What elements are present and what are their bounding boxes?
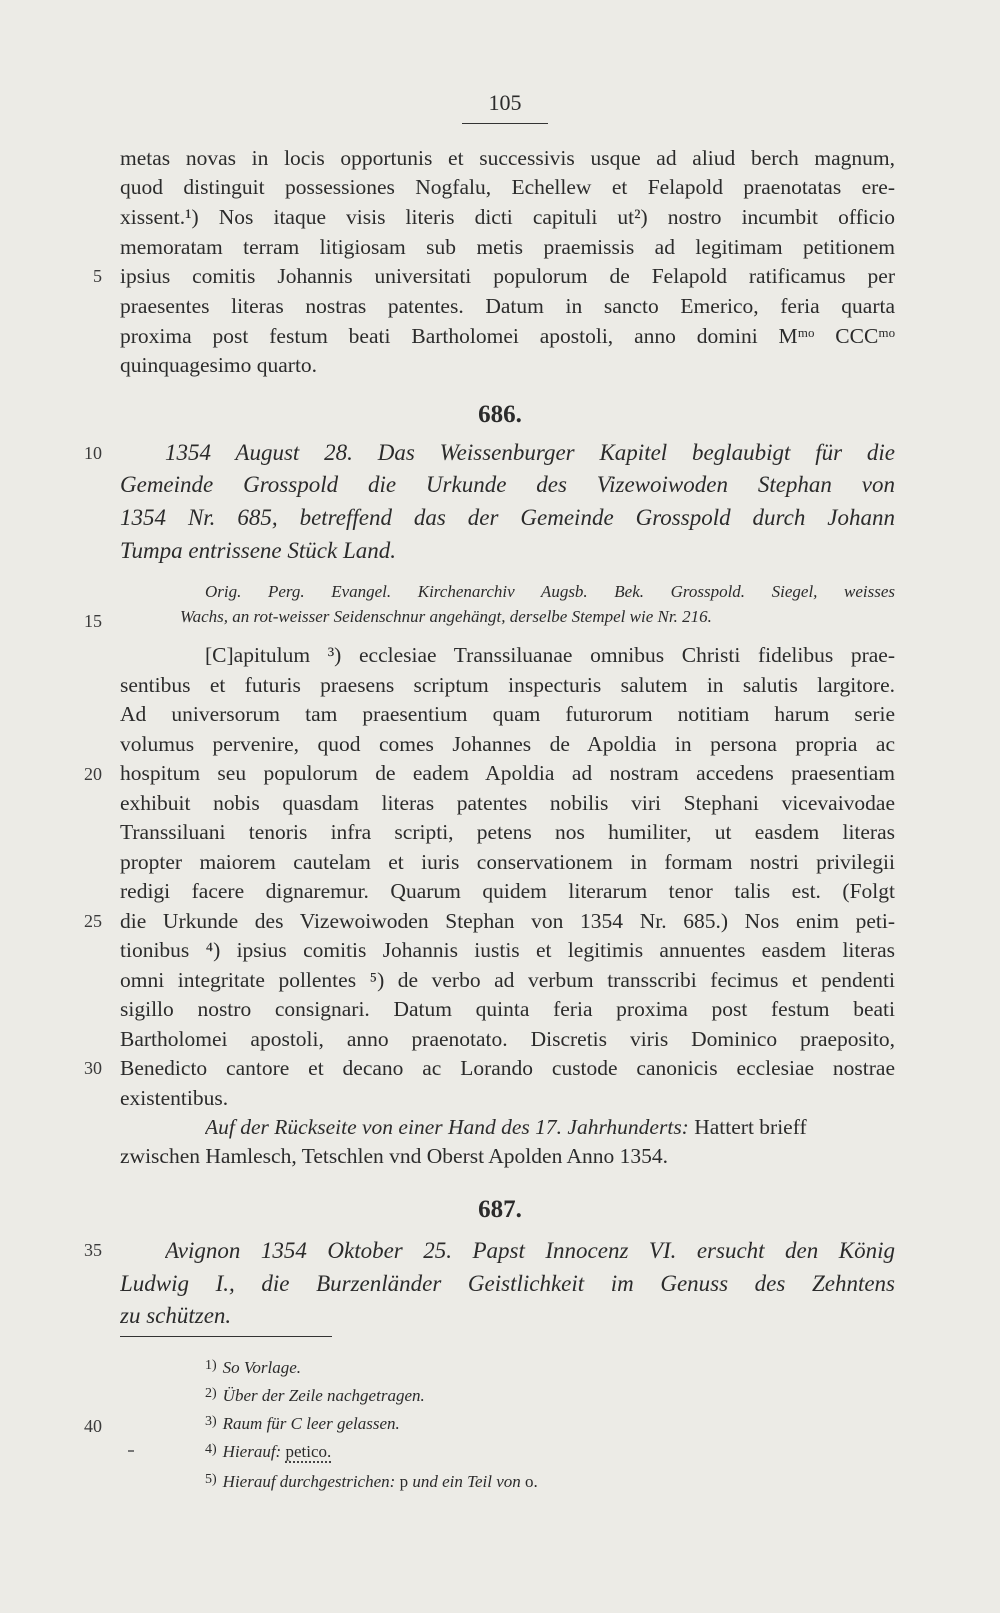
body-line: Bartholomei apostoli, anno praenotato. Discretis viris Dominico praeposito, bbox=[120, 1027, 895, 1051]
footnote-text: und ein Teil von bbox=[412, 1472, 521, 1491]
footnote-mark: 5) bbox=[205, 1472, 217, 1487]
document-heading-line: Avignon 1354 Oktober 25. Papst Innocenz VI. ersucht den König bbox=[165, 1238, 895, 1263]
body-line: omni integritate pollentes ⁵) de verbo ad verbum transscribi fecimus et pendenti bbox=[120, 968, 895, 992]
document-heading-line: Gemeinde Grosspold die Urkunde des Vizewoiwoden Stephan von bbox=[120, 472, 895, 497]
line-number: 35 bbox=[84, 1240, 102, 1260]
body-line: hospitum seu populorum de eadem Apoldia ad nostram accedens praesentiam bbox=[120, 761, 895, 785]
text-line: praesentes literas nostras patentes. Datum in sancto Emerico, feria quarta bbox=[120, 294, 895, 318]
document-number-686: 686. bbox=[478, 401, 522, 428]
source-note-line: Wachs, an rot-weisser Seidenschnur angehängt, derselbe Stempel wie Nr. 216. bbox=[180, 607, 712, 626]
text-line: quod distinguit possessiones Nogfalu, Echellew et Felapold praenotatas ere- bbox=[120, 175, 895, 199]
footnote-rule bbox=[120, 1336, 332, 1337]
page-number-rule bbox=[462, 123, 548, 124]
footnote-reading: o. bbox=[525, 1472, 538, 1491]
body-line: Ad universorum tam praesentium quam futurorum notitiam harum serie bbox=[120, 702, 895, 726]
dorsal-note bbox=[205, 1115, 895, 1140]
footnote-mark: 1) bbox=[205, 1358, 217, 1373]
footnote bbox=[205, 1472, 538, 1492]
footnote bbox=[205, 1358, 301, 1378]
footnote-mark: 2) bbox=[205, 1386, 217, 1401]
margin-mark bbox=[128, 1450, 134, 1452]
footnote bbox=[205, 1414, 400, 1434]
footnote-text: Hierauf durchgestrichen: bbox=[222, 1472, 396, 1491]
line-number: 20 bbox=[84, 764, 102, 784]
body-line: die Urkunde des Vizewoiwoden Stephan von 1354 Nr. 685.) Nos enim peti- bbox=[120, 909, 895, 933]
text-line: proxima post festum beati Bartholomei apostoli, anno domini Mᵐᵒ CCCᵐᵒ bbox=[120, 324, 895, 348]
body-line: sentibus et futuris praesens scriptum inspecturis salutem in salutis largitore. bbox=[120, 673, 895, 697]
source-note-line: Orig. Perg. Evangel. Kirchenarchiv Augsb. Bek. Grosspold. Siegel, weisses bbox=[205, 582, 895, 601]
footnote-mark: 4) bbox=[205, 1442, 217, 1457]
body-line: propter maiorem cautelam et iuris conservationem in formam nostri privilegii bbox=[120, 850, 895, 874]
line-number: 15 bbox=[84, 611, 102, 631]
body-line: volumus pervenire, quod comes Johannes de Apoldia in persona propria ac bbox=[120, 732, 895, 756]
line-number: 25 bbox=[84, 911, 102, 931]
footnote bbox=[205, 1386, 425, 1406]
footnote-text: So Vorlage. bbox=[222, 1358, 302, 1377]
body-line: Transsiluani tenoris infra scripti, petens nos humiliter, ut easdem literas bbox=[120, 820, 895, 844]
document-heading-line: Ludwig I., die Burzenländer Geistlichkeit im Genuss des Zehntens bbox=[120, 1271, 895, 1296]
page-number: 105 bbox=[488, 90, 522, 115]
document-heading-line: zu schützen. bbox=[120, 1303, 232, 1328]
text-line: memoratam terram litigiosam sub metis praemissis ad legitimam petitionem bbox=[120, 235, 895, 259]
body-line: sigillo nostro consignari. Datum quinta feria proxima post festum beati bbox=[120, 997, 895, 1021]
line-number: 40 bbox=[84, 1416, 102, 1436]
footnote-reading: petico. bbox=[285, 1442, 332, 1461]
text-line: quinquagesimo quarto. bbox=[120, 353, 318, 377]
text-line: xissent.¹) Nos itaque visis literis dicti capituli ut²) nostro incumbit officio bbox=[120, 205, 895, 229]
body-line: [C]apitulum ³) ecclesiae Transsiluanae omnibus Christi fidelibus prae- bbox=[205, 643, 895, 667]
line-number: 10 bbox=[84, 443, 102, 463]
footnote-text: Raum für C leer gelassen. bbox=[222, 1414, 400, 1433]
dorsal-note-label: Auf der Rückseite von einer Hand des 17. Jahrhunderts: bbox=[205, 1115, 689, 1139]
body-line: Benedicto cantore et decano ac Lorando custode canonicis ecclesiae nostrae bbox=[120, 1056, 895, 1080]
body-line: existentibus. bbox=[120, 1086, 229, 1110]
footnote-text: Über der Zeile nachgetragen. bbox=[222, 1386, 425, 1405]
document-number-687: 687. bbox=[478, 1196, 522, 1223]
footnote-text: Hierauf: bbox=[222, 1442, 282, 1461]
footnote bbox=[205, 1442, 331, 1462]
body-line: exhibuit nobis quasdam literas patentes nobilis viri Stephani vicevaivodae bbox=[120, 791, 895, 815]
footnote-mark: 3) bbox=[205, 1414, 217, 1429]
text-line: ipsius comitis Johannis universitati populorum de Felapold ratificamus per bbox=[120, 264, 895, 288]
body-line: tionibus ⁴) ipsius comitis Johannis iustis et legitimis annuentes easdem literas bbox=[120, 938, 895, 962]
footnote-reading: p bbox=[399, 1472, 409, 1491]
document-heading-line: 1354 Nr. 685, betreffend das der Gemeinde Grosspold durch Johann bbox=[120, 505, 895, 530]
body-line: redigi facere dignaremur. Quarum quidem literarum tenor talis est. (Folgt bbox=[120, 879, 895, 903]
line-number: 5 bbox=[93, 266, 102, 286]
document-heading-line: Tumpa entrissene Stück Land. bbox=[120, 538, 396, 563]
dorsal-note-text: Hattert brieff bbox=[694, 1115, 807, 1139]
text-line: metas novas in locis opportunis et successivis usque ad aliud berch magnum, bbox=[120, 146, 895, 170]
document-heading-line: 1354 August 28. Das Weissenburger Kapitel beglaubigt für die bbox=[165, 440, 895, 465]
dorsal-note-line: zwischen Hamlesch, Tetschlen vnd Oberst Apolden Anno 1354. bbox=[120, 1144, 669, 1168]
line-number: 30 bbox=[84, 1058, 102, 1078]
